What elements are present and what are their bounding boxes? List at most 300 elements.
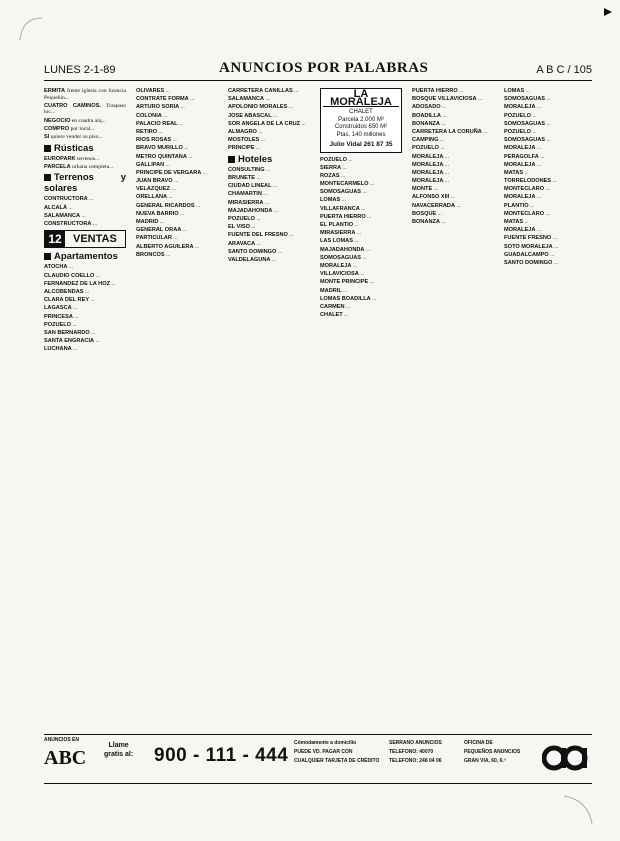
ad-body: ... (80, 212, 86, 219)
ad-body: ... (255, 216, 261, 223)
ad-heading: POZUELO (504, 112, 532, 119)
ad-body: ... (340, 197, 346, 204)
ad-body: ... (457, 88, 464, 94)
ad-body: ... (71, 305, 78, 312)
ad-heading: BONANZA (412, 219, 440, 225)
classified-ad (320, 296, 402, 303)
classified-ad (320, 197, 402, 204)
classified-ad (136, 88, 218, 95)
classified-ad (44, 305, 126, 312)
ad-heading: MORALEJA (504, 227, 536, 234)
ad-body: ... (276, 248, 282, 255)
classified-ad (412, 186, 494, 193)
page-date: LUNES 2-1-89 (44, 64, 116, 76)
classified-ad (136, 219, 218, 226)
ad-heading: ADOSADO (412, 104, 441, 111)
classified-ad (228, 200, 310, 207)
classified-ad (320, 255, 402, 262)
ad-body: ... (531, 128, 537, 135)
ad-heading: BOADILLA (412, 112, 441, 119)
ad-heading: BOSQUE VILLAVICIOSA (412, 96, 477, 103)
ad-body: ... (272, 207, 279, 214)
classified-ad (412, 113, 494, 120)
ad-body: ... (523, 219, 529, 225)
ad-body: ... (535, 161, 541, 168)
section-bullet-icon (228, 156, 235, 163)
ad-body: ... (271, 112, 278, 119)
classified-ad (504, 219, 590, 226)
ad-body: ... (171, 137, 177, 144)
ad-body: por local... (69, 125, 95, 132)
ad-heading: TORRELODONES (504, 178, 552, 185)
ad-body: ... (476, 96, 483, 103)
featured-ad-line: Construidos 650 M² (334, 124, 388, 130)
ad-body: ... (169, 186, 176, 193)
ad-body: ... (358, 271, 365, 278)
ventas-banner (44, 230, 126, 248)
ad-heading: MADRIL (320, 287, 342, 294)
classified-ad (136, 186, 218, 193)
classified-ad (320, 222, 402, 229)
phone-number[interactable]: 900 - 111 - 444 (154, 745, 289, 766)
corner-mark-icon (602, 6, 614, 18)
ad-heading: FUENTE FRESNO (504, 235, 552, 242)
ad-heading: CONSTRUCTORA (44, 220, 92, 227)
ad-heading: JOSE ABASCAL (228, 112, 272, 119)
classified-ad (412, 203, 494, 210)
classified-ad (228, 137, 310, 144)
classified-ad (504, 121, 590, 128)
classified-ad (504, 235, 590, 242)
ad-body: ... (161, 112, 168, 119)
ad-heading: SOMOSAGUAS (504, 137, 546, 144)
call-prompt-line2: gratis al: (104, 751, 134, 758)
classified-ad (136, 96, 218, 103)
ad-heading: MATAS (504, 219, 524, 225)
ad-heading: CARRETERA LA CORUÑA (412, 128, 482, 135)
ad-body: ... (368, 181, 375, 188)
classified-ad (136, 154, 218, 161)
ad-body: Traspaso loc... (44, 102, 126, 116)
footer-label: ANUNCIOS EN (44, 737, 80, 743)
ad-body: ... (449, 194, 455, 201)
classified-ad (320, 230, 402, 237)
ad-heading: PUERTA HIERRO (320, 213, 366, 220)
classified-ad (136, 244, 218, 251)
classified-ad (44, 338, 126, 345)
ad-body: ... (341, 164, 347, 171)
ad-body: ... (548, 251, 555, 258)
ad-heading: EUROPARK (44, 155, 76, 162)
classified-ad (504, 260, 590, 267)
ad-heading: MONTE PRINCIPE (320, 279, 369, 286)
classified-ad (228, 183, 310, 190)
classified-ad (412, 219, 494, 226)
column-1 (44, 88, 126, 728)
classified-ad (320, 173, 402, 180)
featured-ad-line: Julio Vidal 261 87 35 (329, 141, 393, 148)
ventas-label: VENTAS (73, 233, 117, 246)
ad-heading: PLANTIO (504, 202, 529, 209)
ad-heading: CONTRATE FORMA (136, 96, 189, 103)
classified-ad (228, 88, 310, 95)
classified-ad (412, 104, 494, 111)
ad-body: ... (368, 279, 374, 286)
ad-heading: RETIRO (136, 128, 158, 135)
ad-body: urbana completa... (70, 163, 114, 170)
ad-body: ... (481, 128, 488, 135)
classified-ad (228, 249, 310, 256)
office-address-line2: PEQUEÑOS ANUNCIOS (464, 749, 521, 755)
classified-ad (412, 96, 494, 103)
ad-body: quiere vender su piso... (49, 133, 103, 140)
classified-ad (228, 104, 310, 111)
ad-heading: SAN BERNARDO (44, 329, 90, 336)
classified-ad (136, 235, 218, 242)
classified-ad (320, 157, 402, 164)
classified-ad (228, 129, 310, 136)
classified-ad (504, 211, 590, 218)
office-line2: TELEFONO: 40070 (389, 749, 434, 755)
classified-ad (44, 281, 126, 288)
office-address-line1: OFICINA DE (464, 740, 493, 746)
ad-heading: ALFONSO XIII (412, 194, 450, 201)
ad-heading: ERMITA (44, 88, 66, 94)
section-title: Apartamentos (54, 251, 118, 263)
ad-heading: CLARA DEL REY (44, 297, 90, 304)
classified-ad (44, 346, 126, 353)
ad-body: ... (109, 280, 116, 287)
ad-heading: GENERAL ORAA (136, 227, 182, 234)
classified-ad (44, 196, 126, 203)
ad-heading: CAMPING (412, 137, 439, 144)
ad-body: ... (432, 186, 438, 193)
classified-ad (504, 186, 590, 193)
ad-body: ... (249, 224, 256, 231)
ad-heading: SOR ANGELA DE LA CRUZ (228, 120, 301, 127)
ad-body: ... (89, 297, 95, 304)
ad-body: ... (438, 137, 445, 144)
ad-body: ... (538, 153, 545, 160)
ad-heading: BONANZA (412, 120, 440, 127)
classified-ad (136, 104, 218, 111)
ad-body: ... (194, 202, 201, 209)
ad-body: ... (552, 243, 559, 250)
classified-ad (44, 156, 126, 163)
section-bullet-icon (44, 145, 51, 152)
ad-heading: LOMAS BOADILLA (320, 295, 371, 302)
ad-body: ... (157, 128, 163, 135)
ad-body: ... (365, 213, 372, 220)
classified-ad (44, 88, 126, 101)
ad-heading: MORALEJA (504, 104, 536, 111)
ad-body: ... (83, 289, 90, 296)
ad-heading: SANTO DOMINGO (504, 259, 553, 266)
ad-heading: LUCHANA (44, 346, 72, 353)
ad-heading: GALLIPAN (136, 161, 165, 168)
ad-body: ... (339, 172, 346, 179)
ad-body: ... (545, 96, 551, 103)
ad-body: ... (259, 137, 265, 144)
ad-body: terrenos... (75, 155, 100, 162)
fold-mark-icon (12, 8, 52, 53)
ad-body: ... (256, 128, 263, 135)
ad-body: ... (287, 232, 294, 239)
ad-body: ... (186, 153, 193, 160)
section-heading (44, 172, 126, 194)
classified-ad (412, 162, 494, 169)
ad-heading: MONTE (412, 186, 433, 193)
ad-heading: SOMOSAGUAS (320, 254, 362, 261)
ad-body: ... (440, 112, 447, 119)
classified-ad (504, 96, 590, 103)
classified-ad (320, 189, 402, 196)
ad-heading: POZUELO (320, 156, 348, 163)
ad-body: ... (171, 235, 178, 242)
ad-heading: PUERTA HIERRO (412, 88, 458, 94)
ad-heading: MORALEJA (412, 153, 444, 160)
classified-ad (44, 314, 126, 321)
ad-body: ... (67, 264, 74, 271)
classified-ad (136, 113, 218, 120)
ad-heading: PRINCIPE (228, 145, 255, 152)
classified-ad (228, 257, 310, 264)
classified-ad (136, 178, 218, 185)
classified-ad (504, 145, 590, 152)
ad-heading: VELAZQUEZ (136, 186, 170, 193)
ad-heading: FUENTE DEL FRESNO (228, 232, 288, 239)
ad-heading: NAVACERRADA (412, 202, 455, 209)
ad-body: ... (347, 156, 353, 163)
ad-body: ... (167, 194, 173, 201)
ad-heading: PRINCESA (44, 313, 73, 320)
ad-body: ... (264, 166, 271, 173)
featured-ad-line: Ptas. 140 millones (336, 131, 386, 138)
classified-ad (320, 288, 402, 295)
classified-ad (228, 191, 310, 198)
office-address-line3: GRAN VIA, 60, 6.º (464, 758, 506, 764)
ad-body: ... (179, 104, 185, 111)
ad-body: ... (164, 161, 170, 168)
classified-ad (504, 113, 590, 120)
classified-ad (228, 224, 310, 231)
classified-ad (44, 164, 126, 171)
ad-body: ... (361, 254, 367, 261)
classified-ad (44, 330, 126, 337)
classified-ad (504, 104, 590, 111)
section-bullet-icon (44, 174, 51, 181)
ad-body: ... (263, 199, 270, 206)
ad-body: ... (71, 321, 77, 328)
ad-heading: MORALEJA (412, 169, 444, 176)
ad-heading: CONTRUCTORA (44, 196, 88, 203)
classified-ad (136, 227, 218, 234)
classified-ad (136, 162, 218, 169)
ad-body: ... (89, 329, 96, 336)
ad-body: ... (535, 227, 541, 234)
ad-heading: MIRASIERRA (320, 230, 356, 237)
aa-logo-icon (542, 741, 588, 780)
classified-ad (136, 145, 218, 152)
ad-body: ... (531, 112, 537, 119)
ad-heading: POZUELO (504, 128, 532, 135)
ad-body: ... (172, 178, 179, 185)
ad-heading: SOTO MORALEJA (504, 243, 553, 250)
classified-ad (228, 145, 310, 152)
ad-heading: CIUDAD LINEAL (228, 183, 272, 190)
ad-heading: APOLONIO MORALES (228, 104, 288, 111)
classified-ad (136, 121, 218, 128)
ad-heading: JUAN BRAVO (136, 178, 173, 185)
classified-ad (136, 170, 218, 177)
ad-body: ... (443, 169, 449, 176)
ad-heading: CARRETERA CANILLAS (228, 88, 293, 94)
ad-heading: CARMEN (320, 303, 345, 310)
ad-heading: MORALEJA (412, 178, 444, 185)
ad-heading: ALBERTO AGUILERA (136, 243, 194, 250)
call-prompt (104, 741, 133, 759)
ad-heading: RIOS ROSAS (136, 137, 172, 144)
ad-body: ... (361, 189, 367, 196)
ad-body: ... (545, 120, 551, 127)
classified-ad (320, 312, 402, 319)
payment-line3: CUALQUIER TARJETA DE CRÉDITO (294, 758, 380, 764)
ad-body: ... (300, 120, 306, 127)
classified-ad (228, 175, 310, 182)
ad-body: ... (352, 238, 359, 245)
ad-heading: MORALEJA (504, 161, 536, 168)
classified-ad (44, 103, 126, 116)
classified-ad (44, 205, 126, 212)
ad-heading: MADRID (136, 219, 159, 225)
ad-heading: LOMAS (504, 88, 525, 94)
ad-heading: PALACIO REAL (136, 120, 178, 127)
ad-heading: MAJADAHONDA (228, 207, 273, 214)
ad-heading: MORALEJA (504, 145, 536, 152)
classified-ad (44, 221, 126, 228)
ad-heading: EL PLANTIO (320, 222, 354, 228)
ad-body: ... (528, 202, 535, 209)
ad-heading: ALCOBENDAS (44, 289, 84, 296)
ad-body: ... (443, 178, 449, 185)
call-prompt-line1: Llame (108, 742, 129, 749)
classifieds-columns (44, 88, 592, 728)
classified-ad (412, 154, 494, 161)
office-line1: SERRANO ANUNCIOS (389, 740, 442, 746)
ad-body: ... (94, 272, 100, 279)
ad-body: ... (439, 219, 446, 225)
ad-heading: VILLAFRANCA (320, 205, 360, 212)
ad-heading: CONSULTING (228, 166, 265, 173)
ad-heading: CUATRO CAMINOS. (44, 102, 101, 109)
ad-heading: ARTURO SORIA (136, 104, 180, 111)
ad-heading: LOMAS (320, 197, 341, 204)
ad-heading: SANTA ENGRACIA (44, 338, 95, 345)
section-heading (44, 143, 126, 154)
ad-heading: ATOCHA (44, 264, 68, 271)
column-5 (412, 88, 494, 728)
ad-heading: MATAS (504, 169, 524, 176)
ad-heading: POZUELO (412, 145, 440, 152)
classified-ad (44, 273, 126, 280)
ad-body: ... (439, 120, 446, 127)
column-4 (320, 88, 402, 728)
ad-body: ... (436, 210, 442, 217)
ad-heading: COMPRO (44, 125, 70, 132)
classified-ad (136, 137, 218, 144)
classified-ad (44, 134, 126, 141)
ad-heading: CHAMARTIN (228, 191, 262, 198)
column-3 (228, 88, 310, 728)
ad-body: en cuadra alq... (70, 117, 106, 124)
section-heading (44, 251, 126, 262)
ad-heading: SOMOSAGUAS (504, 120, 546, 127)
ad-heading: POZUELO (228, 216, 256, 223)
classified-ad (504, 170, 590, 177)
ad-heading: ARAVACA (228, 240, 256, 247)
ad-heading: BRONCOS (136, 251, 165, 258)
ad-heading: MOSTOLES (228, 137, 260, 144)
classified-ad (504, 88, 590, 95)
classified-ad (412, 88, 494, 95)
ad-heading: CLAUDIO COELLO (44, 272, 95, 279)
classified-ad (504, 194, 590, 201)
ad-heading: MORALEJA (320, 262, 352, 269)
column-2 (136, 88, 218, 728)
ad-body: ... (264, 96, 270, 103)
ad-heading: SANTO DOMINGO (228, 248, 277, 255)
ad-body: ... (551, 178, 557, 185)
ad-heading: PRINCIPE DE VERGARA (136, 169, 202, 176)
payment-info (294, 739, 379, 766)
ad-heading: MORALEJA (412, 161, 444, 168)
classified-ad (504, 154, 590, 161)
classified-ad (44, 213, 126, 220)
classified-ad (320, 238, 402, 245)
ad-heading: SALAMANCA (44, 212, 81, 219)
ad-body: ... (455, 202, 461, 209)
ad-heading: MONTECLARO (504, 210, 545, 217)
classified-ad (228, 208, 310, 215)
ad-body: ... (292, 88, 299, 94)
ad-heading: SOMOSAGUAS (504, 96, 546, 103)
classified-ad (44, 322, 126, 329)
classified-ad (320, 181, 402, 188)
ad-heading: GENERAL RICARDOS (136, 202, 195, 209)
ad-body: ... (255, 240, 261, 247)
classified-ad (228, 232, 310, 239)
ad-body: ... (439, 145, 445, 152)
payment-line2: PUEDE VD. PAGAR CON (294, 749, 353, 755)
classified-ad (136, 194, 218, 201)
classified-ad (228, 167, 310, 174)
section-heading (228, 154, 310, 165)
ad-heading: PARCELA (44, 163, 71, 170)
abc-logo: ABC (44, 747, 87, 769)
classified-ad (228, 113, 310, 120)
ad-heading: MAJADAHONDA (320, 246, 365, 253)
classified-ad (412, 194, 494, 201)
ad-body: ... (342, 312, 349, 319)
ad-body: ... (370, 295, 377, 302)
ad-body: ... (355, 230, 362, 237)
ad-body: ... (255, 175, 261, 182)
ad-body: ... (181, 227, 187, 234)
page-title: ANUNCIOS POR PALABRAS (219, 60, 429, 76)
ad-heading: ROZAS (320, 172, 340, 179)
ad-body: ... (359, 205, 366, 212)
featured-ad-line: Parcela 2.000 M² (338, 116, 384, 123)
